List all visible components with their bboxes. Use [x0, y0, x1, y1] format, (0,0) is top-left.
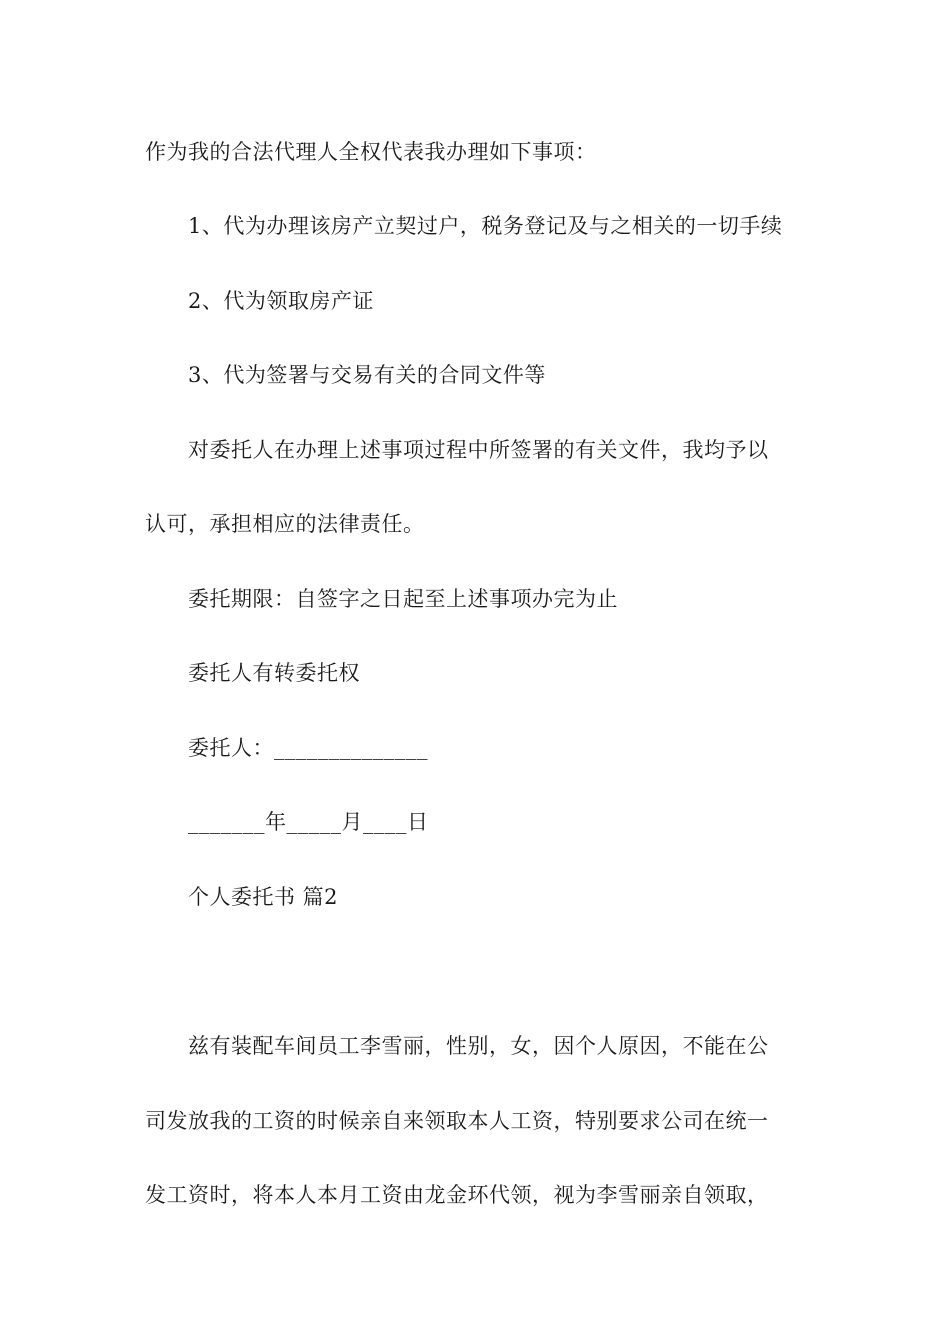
paragraph-salary-line-2: 司发放我的工资的时候亲自来领取本人工资，特别要求公司在统一: [145, 1109, 769, 1133]
paragraph-salary-line-1: 兹有装配车间员工李雪丽，性别，女，因个人原因，不能在公: [188, 1034, 769, 1058]
item-3-contracts: 3、代为签署与交易有关的合同文件等: [188, 363, 546, 387]
paragraph-acknowledge-line-2: 认可，承担相应的法律责任。: [145, 512, 425, 536]
item-1-transfer: 1、代为办理该房产立契过户，税务登记及与之相关的一切手续: [188, 214, 783, 238]
paragraph-agent-authority: 作为我的合法代理人全权代表我办理如下事项：: [145, 140, 597, 164]
sub-delegation-right: 委托人有转委托权: [188, 661, 360, 685]
date-line: _______年_____月____日: [188, 810, 429, 834]
paragraph-salary-line-3: 发工资时，将本人本月工资由龙金环代领，视为李雪丽亲自领取，: [145, 1183, 769, 1207]
principal-signature-line: 委托人：______________: [188, 736, 428, 760]
section-heading-2: 个人委托书 篇2: [188, 885, 339, 909]
entrustment-period: 委托期限：自签字之日起至上述事项办完为止: [188, 587, 618, 611]
item-2-certificate: 2、代为领取房产证: [188, 289, 374, 313]
paragraph-acknowledge-line-1: 对委托人在办理上述事项过程中所签署的有关文件，我均予以: [188, 438, 769, 462]
